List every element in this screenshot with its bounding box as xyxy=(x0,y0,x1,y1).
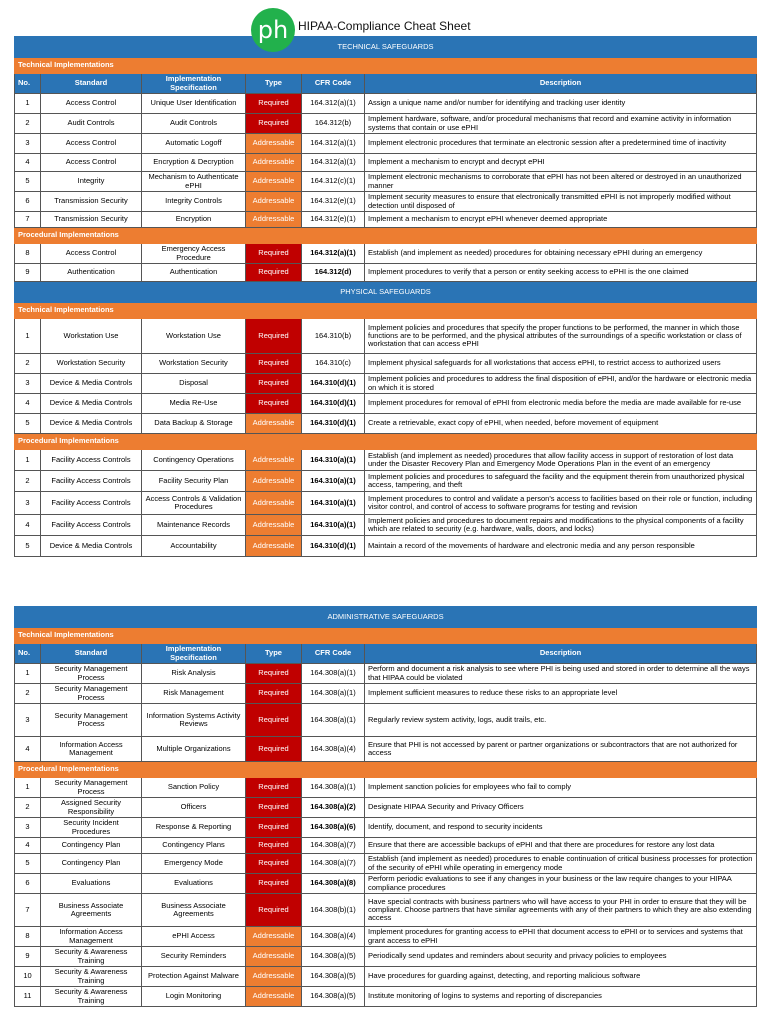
description-cell: Designate HIPAA Security and Privacy Officers xyxy=(365,798,757,818)
type-badge: Addressable xyxy=(246,947,302,967)
specification-cell: Mechanism to Authenticate ePHI xyxy=(142,172,246,192)
standard-cell: Contingency Plan xyxy=(41,838,142,854)
table-row xyxy=(15,374,757,394)
subsection-title: Technical Implementations xyxy=(15,303,757,319)
col-no: No. xyxy=(15,644,41,664)
description-cell: Ensure that PHI is not accessed by parent or partner organizations or subcontractors that are not authorized for access xyxy=(365,737,757,762)
specification-cell: Login Monitoring xyxy=(142,987,246,1007)
technical-safeguards-table xyxy=(14,36,757,557)
cfr-code-cell: 164.308(a)(1) xyxy=(302,778,365,798)
table-row xyxy=(15,894,757,927)
description-cell: Implement procedures for granting access to ePHI that document access to ePHI or to services and systems that grant access to ePHI xyxy=(365,927,757,947)
cfr-code-cell: 164.308(a)(7) xyxy=(302,838,365,854)
description-cell: Implement electronic mechanisms to corroborate that ePHI has not been altered or destroyed in an unauthorized manner xyxy=(365,172,757,192)
row-number: 2 xyxy=(15,471,41,492)
standard-cell: Information Access Management xyxy=(41,737,142,762)
type-badge: Required xyxy=(246,894,302,927)
description-cell: Implement a mechanism to encrypt ePHI whenever deemed appropriate xyxy=(365,212,757,228)
cfr-code-cell: 164.310(b) xyxy=(302,319,365,354)
row-number: 2 xyxy=(15,354,41,374)
description-cell: Implement sufficient measures to reduce these risks to an appropriate level xyxy=(365,684,757,704)
row-number: 10 xyxy=(15,967,41,987)
cfr-code-cell: 164.308(a)(1) xyxy=(302,664,365,684)
standard-cell: Transmission Security xyxy=(41,192,142,212)
cfr-code-cell: 164.308(a)(4) xyxy=(302,737,365,762)
standard-cell: Device & Media Controls xyxy=(41,536,142,557)
specification-cell: Workstation Security xyxy=(142,354,246,374)
cfr-code-cell: 164.310(c) xyxy=(302,354,365,374)
standard-cell: Security & Awareness Training xyxy=(41,967,142,987)
col-cfr: CFR Code xyxy=(302,644,365,664)
description-cell: Implement policies and procedures to safeguard the facility and the equipment therein from unauthorized physical access, tampering, and theft xyxy=(365,471,757,492)
type-badge: Required xyxy=(246,818,302,838)
type-badge: Required xyxy=(246,244,302,264)
page-header xyxy=(0,0,768,44)
type-badge: Addressable xyxy=(246,212,302,228)
standard-cell: Device & Media Controls xyxy=(41,394,142,414)
table-row xyxy=(15,244,757,264)
col-type: Type xyxy=(246,644,302,664)
table-row xyxy=(15,737,757,762)
specification-cell: Workstation Use xyxy=(142,319,246,354)
cfr-code-cell: 164.312(a)(1) xyxy=(302,154,365,172)
row-number: 7 xyxy=(15,894,41,927)
row-number: 3 xyxy=(15,818,41,838)
type-badge: Addressable xyxy=(246,987,302,1007)
table-row xyxy=(15,684,757,704)
standard-cell: Audit Controls xyxy=(41,114,142,134)
cfr-code-cell: 164.310(a)(1) xyxy=(302,515,365,536)
row-number: 4 xyxy=(15,737,41,762)
standard-cell: Access Control xyxy=(41,154,142,172)
standard-cell: Access Control xyxy=(41,134,142,154)
type-badge: Addressable xyxy=(246,192,302,212)
description-cell: Implement policies and procedures to address the final disposition of ePHI, and/or the hardware or electronic media on which it is stored xyxy=(365,374,757,394)
specification-cell: Authentication xyxy=(142,264,246,282)
row-number: 6 xyxy=(15,874,41,894)
section-title: PHYSICAL SAFEGUARDS xyxy=(15,282,757,303)
col-type: Type xyxy=(246,74,302,94)
type-badge: Addressable xyxy=(246,967,302,987)
col-description: Description xyxy=(365,644,757,664)
table-row xyxy=(15,450,757,471)
type-badge: Addressable xyxy=(246,154,302,172)
description-cell: Establish (and implement as needed) procedures to enable continuation of critical business processes for protection of the security of ePHI while operating in emergency mode xyxy=(365,854,757,874)
type-badge: Addressable xyxy=(246,536,302,557)
cfr-code-cell: 164.308(a)(6) xyxy=(302,818,365,838)
standard-cell: Security Management Process xyxy=(41,664,142,684)
table-row xyxy=(15,154,757,172)
standard-cell: Workstation Use xyxy=(41,319,142,354)
table-row xyxy=(15,471,757,492)
cfr-code-cell: 164.312(b) xyxy=(302,114,365,134)
description-cell: Ensure that there are accessible backups of ePHI and that there are procedures for restore any lost data xyxy=(365,838,757,854)
standard-cell: Security Management Process xyxy=(41,778,142,798)
type-badge: Addressable xyxy=(246,414,302,434)
description-cell: Implement sanction policies for employees who fail to comply xyxy=(365,778,757,798)
cfr-code-cell: 164.308(b)(1) xyxy=(302,894,365,927)
specification-cell: Facility Security Plan xyxy=(142,471,246,492)
type-badge: Required xyxy=(246,704,302,737)
standard-cell: Security & Awareness Training xyxy=(41,947,142,967)
standard-cell: Security Management Process xyxy=(41,684,142,704)
specification-cell: Disposal xyxy=(142,374,246,394)
standard-cell: Authentication xyxy=(41,264,142,282)
type-badge: Required xyxy=(246,319,302,354)
table-row xyxy=(15,212,757,228)
type-badge: Required xyxy=(246,874,302,894)
table-row xyxy=(15,192,757,212)
type-badge: Required xyxy=(246,264,302,282)
specification-cell: Maintenance Records xyxy=(142,515,246,536)
type-badge: Addressable xyxy=(246,172,302,192)
column-header-row xyxy=(15,644,757,664)
subsection-title: Technical Implementations xyxy=(15,58,757,74)
row-number: 7 xyxy=(15,212,41,228)
col-standard: Standard xyxy=(41,644,142,664)
standard-cell: Contingency Plan xyxy=(41,854,142,874)
description-cell: Identify, document, and respond to security incidents xyxy=(365,818,757,838)
subsection-title: Procedural Implementations xyxy=(15,762,757,778)
row-number: 5 xyxy=(15,172,41,192)
cfr-code-cell: 164.312(a)(1) xyxy=(302,244,365,264)
subsection-title: Procedural Implementations xyxy=(15,434,757,450)
specification-cell: Accountability xyxy=(142,536,246,557)
row-number: 3 xyxy=(15,134,41,154)
row-number: 8 xyxy=(15,927,41,947)
row-number: 1 xyxy=(15,664,41,684)
specification-cell: Information Systems Activity Reviews xyxy=(142,704,246,737)
row-number: 2 xyxy=(15,114,41,134)
table-row xyxy=(15,664,757,684)
table-row xyxy=(15,947,757,967)
table-row xyxy=(15,536,757,557)
description-cell: Implement physical safeguards for all workstations that access ePHI, to restrict access to authorized users xyxy=(365,354,757,374)
administrative-safeguards-table xyxy=(14,606,757,1007)
row-number: 1 xyxy=(15,319,41,354)
table-row xyxy=(15,967,757,987)
row-number: 2 xyxy=(15,798,41,818)
specification-cell: Unique User Identification xyxy=(142,94,246,114)
table-row xyxy=(15,515,757,536)
table-row xyxy=(15,492,757,515)
specification-cell: Integrity Controls xyxy=(142,192,246,212)
description-cell: Maintain a record of the movements of hardware and electronic media and any person responsible xyxy=(365,536,757,557)
row-number: 3 xyxy=(15,374,41,394)
row-number: 5 xyxy=(15,536,41,557)
description-cell: Implement procedures to control and validate a person's access to facilities based on their role or function, including visitor control, and control of access to software programs for testing and revision xyxy=(365,492,757,515)
description-cell: Implement procedures for removal of ePHI from electronic media before the media are made available for re-use xyxy=(365,394,757,414)
cfr-code-cell: 164.312(a)(1) xyxy=(302,94,365,114)
cfr-code-cell: 164.308(a)(4) xyxy=(302,927,365,947)
specification-cell: Sanction Policy xyxy=(142,778,246,798)
type-badge: Required xyxy=(246,854,302,874)
specification-cell: Data Backup & Storage xyxy=(142,414,246,434)
description-cell: Periodically send updates and reminders about security and privacy policies to employees xyxy=(365,947,757,967)
type-badge: Required xyxy=(246,778,302,798)
table-row xyxy=(15,354,757,374)
specification-cell: Officers xyxy=(142,798,246,818)
cfr-code-cell: 164.312(d) xyxy=(302,264,365,282)
type-badge: Required xyxy=(246,394,302,414)
standard-cell: Assigned Security Responsibility xyxy=(41,798,142,818)
row-number: 3 xyxy=(15,704,41,737)
table-row xyxy=(15,874,757,894)
row-number: 9 xyxy=(15,264,41,282)
type-badge: Addressable xyxy=(246,134,302,154)
table-row xyxy=(15,838,757,854)
description-cell: Institute monitoring of logins to systems and reporting of discrepancies xyxy=(365,987,757,1007)
specification-cell: ePHI Access xyxy=(142,927,246,947)
row-number: 4 xyxy=(15,515,41,536)
cfr-code-cell: 164.310(d)(1) xyxy=(302,374,365,394)
type-badge: Required xyxy=(246,374,302,394)
col-spec: Implementation Specification xyxy=(142,74,246,94)
row-number: 4 xyxy=(15,154,41,172)
cfr-code-cell: 164.310(d)(1) xyxy=(302,394,365,414)
cfr-code-cell: 164.308(a)(8) xyxy=(302,874,365,894)
row-number: 3 xyxy=(15,492,41,515)
specification-cell: Contingency Operations xyxy=(142,450,246,471)
subsection-title: Procedural Implementations xyxy=(15,228,757,244)
cfr-code-cell: 164.310(d)(1) xyxy=(302,536,365,557)
standard-cell: Evaluations xyxy=(41,874,142,894)
specification-cell: Encryption & Decryption xyxy=(142,154,246,172)
specification-cell: Risk Management xyxy=(142,684,246,704)
cfr-code-cell: 164.310(a)(1) xyxy=(302,450,365,471)
row-number: 11 xyxy=(15,987,41,1007)
cfr-code-cell: 164.308(a)(5) xyxy=(302,987,365,1007)
table-row xyxy=(15,798,757,818)
specification-cell: Response & Reporting xyxy=(142,818,246,838)
specification-cell: Contingency Plans xyxy=(142,838,246,854)
standard-cell: Integrity xyxy=(41,172,142,192)
standard-cell: Business Associate Agreements xyxy=(41,894,142,927)
description-cell: Perform periodic evaluations to see if any changes in your business or the law require changes to your HIPAA compliance procedures xyxy=(365,874,757,894)
description-cell: Implement policies and procedures that specify the proper functions to be performed, the manner in which those functions are to be performed, and the physical attributes of the surroundings of a specific workstation or class of workstation that can access ePHI xyxy=(365,319,757,354)
row-number: 1 xyxy=(15,450,41,471)
description-cell: Have special contracts with business partners who will have access to your PHI in order to ensure that they will be compliant. Choose partners that have similar agreements with any of their partners to which they are also extending access xyxy=(365,894,757,927)
specification-cell: Access Controls & Validation Procedures xyxy=(142,492,246,515)
page-title: HIPAA-Compliance Cheat Sheet xyxy=(298,19,471,33)
standard-cell: Security Management Process xyxy=(41,704,142,737)
row-number: 5 xyxy=(15,854,41,874)
specification-cell: Business Associate Agreements xyxy=(142,894,246,927)
table-row xyxy=(15,414,757,434)
type-badge: Required xyxy=(246,354,302,374)
description-cell: Have procedures for guarding against, detecting, and reporting malicious software xyxy=(365,967,757,987)
cfr-code-cell: 164.312(a)(1) xyxy=(302,134,365,154)
specification-cell: Audit Controls xyxy=(142,114,246,134)
standard-cell: Transmission Security xyxy=(41,212,142,228)
specification-cell: Emergency Mode xyxy=(142,854,246,874)
cfr-code-cell: 164.308(a)(1) xyxy=(302,684,365,704)
standard-cell: Facility Access Controls xyxy=(41,450,142,471)
row-number: 9 xyxy=(15,947,41,967)
specification-cell: Media Re-Use xyxy=(142,394,246,414)
specification-cell: Risk Analysis xyxy=(142,664,246,684)
standard-cell: Security Incident Procedures xyxy=(41,818,142,838)
standard-cell: Facility Access Controls xyxy=(41,515,142,536)
description-cell: Implement hardware, software, and/or procedural mechanisms that record and examine activity in information systems that contain or use ePHI xyxy=(365,114,757,134)
table-row xyxy=(15,394,757,414)
standard-cell: Device & Media Controls xyxy=(41,414,142,434)
description-cell: Assign a unique name and/or number for identifying and tracking user identity xyxy=(365,94,757,114)
cfr-code-cell: 164.308(a)(7) xyxy=(302,854,365,874)
standard-cell: Information Access Management xyxy=(41,927,142,947)
standard-cell: Access Control xyxy=(41,244,142,264)
table-row xyxy=(15,704,757,737)
specification-cell: Security Reminders xyxy=(142,947,246,967)
row-number: 5 xyxy=(15,414,41,434)
specification-cell: Evaluations xyxy=(142,874,246,894)
type-badge: Addressable xyxy=(246,515,302,536)
description-cell: Implement security measures to ensure that electronically transmitted ePHI is not improperly modified without detection until disposed of xyxy=(365,192,757,212)
col-description: Description xyxy=(365,74,757,94)
table-row xyxy=(15,172,757,192)
type-badge: Addressable xyxy=(246,492,302,515)
table-row xyxy=(15,134,757,154)
description-cell: Establish (and implement as needed) procedures that allow facility access in support of restoration of lost data under the Disaster Recovery Plan and Emergency Mode Operations Plan in the event of an emergency xyxy=(365,450,757,471)
standard-cell: Device & Media Controls xyxy=(41,374,142,394)
specification-cell: Encryption xyxy=(142,212,246,228)
type-badge: Required xyxy=(246,798,302,818)
col-no: No. xyxy=(15,74,41,94)
description-cell: Create a retrievable, exact copy of ePHI, when needed, before movement of equipment xyxy=(365,414,757,434)
column-header-row xyxy=(15,74,757,94)
row-number: 4 xyxy=(15,838,41,854)
cfr-code-cell: 164.310(a)(1) xyxy=(302,471,365,492)
table-row xyxy=(15,319,757,354)
description-cell: Implement electronic procedures that terminate an electronic session after a predetermined time of inactivity xyxy=(365,134,757,154)
cfr-code-cell: 164.308(a)(5) xyxy=(302,947,365,967)
standard-cell: Facility Access Controls xyxy=(41,492,142,515)
specification-cell: Emergency Access Procedure xyxy=(142,244,246,264)
standard-cell: Access Control xyxy=(41,94,142,114)
row-number: 8 xyxy=(15,244,41,264)
type-badge: Addressable xyxy=(246,450,302,471)
cfr-code-cell: 164.308(a)(5) xyxy=(302,967,365,987)
cfr-code-cell: 164.312(e)(1) xyxy=(302,212,365,228)
description-cell: Perform and document a risk analysis to see where PHI is being used and stored in order to determine all the ways that HIPAA could be violated xyxy=(365,664,757,684)
row-number: 2 xyxy=(15,684,41,704)
standard-cell: Workstation Security xyxy=(41,354,142,374)
type-badge: Required xyxy=(246,94,302,114)
description-cell: Regularly review system activity, logs, audit trails, etc. xyxy=(365,704,757,737)
description-cell: Establish (and implement as needed) procedures for obtaining necessary ePHI during an emergency xyxy=(365,244,757,264)
row-number: 1 xyxy=(15,778,41,798)
standard-cell: Facility Access Controls xyxy=(41,471,142,492)
type-badge: Addressable xyxy=(246,471,302,492)
brand-logo: ph xyxy=(251,8,295,52)
type-badge: Required xyxy=(246,664,302,684)
cfr-code-cell: 164.312(c)(1) xyxy=(302,172,365,192)
specification-cell: Protection Against Malware xyxy=(142,967,246,987)
table-row xyxy=(15,114,757,134)
col-standard: Standard xyxy=(41,74,142,94)
section-title: ADMINISTRATIVE SAFEGUARDS xyxy=(15,607,757,628)
col-cfr: CFR Code xyxy=(302,74,365,94)
section-title: TECHNICAL SAFEGUARDS xyxy=(15,37,757,58)
table-row xyxy=(15,94,757,114)
cfr-code-cell: 164.310(a)(1) xyxy=(302,492,365,515)
type-badge: Required xyxy=(246,838,302,854)
table-row xyxy=(15,778,757,798)
specification-cell: Automatic Logoff xyxy=(142,134,246,154)
row-number: 6 xyxy=(15,192,41,212)
table-row xyxy=(15,927,757,947)
cfr-code-cell: 164.308(a)(2) xyxy=(302,798,365,818)
table-row xyxy=(15,264,757,282)
standard-cell: Security & Awareness Training xyxy=(41,987,142,1007)
description-cell: Implement policies and procedures to document repairs and modifications to the physical components of a facility which are related to security (e.g. hardware, walls, doors, and locks) xyxy=(365,515,757,536)
cfr-code-cell: 164.308(a)(1) xyxy=(302,704,365,737)
type-badge: Required xyxy=(246,114,302,134)
type-badge: Required xyxy=(246,737,302,762)
col-spec: Implementation Specification xyxy=(142,644,246,664)
type-badge: Addressable xyxy=(246,927,302,947)
subsection-title: Technical Implementations xyxy=(15,628,757,644)
type-badge: Required xyxy=(246,684,302,704)
description-cell: Implement a mechanism to encrypt and decrypt ePHI xyxy=(365,154,757,172)
table-row xyxy=(15,987,757,1007)
cfr-code-cell: 164.312(e)(1) xyxy=(302,192,365,212)
table-row xyxy=(15,854,757,874)
table-row xyxy=(15,818,757,838)
cfr-code-cell: 164.310(d)(1) xyxy=(302,414,365,434)
row-number: 4 xyxy=(15,394,41,414)
specification-cell: Multiple Organizations xyxy=(142,737,246,762)
row-number: 1 xyxy=(15,94,41,114)
description-cell: Implement procedures to verify that a person or entity seeking access to ePHI is the one claimed xyxy=(365,264,757,282)
